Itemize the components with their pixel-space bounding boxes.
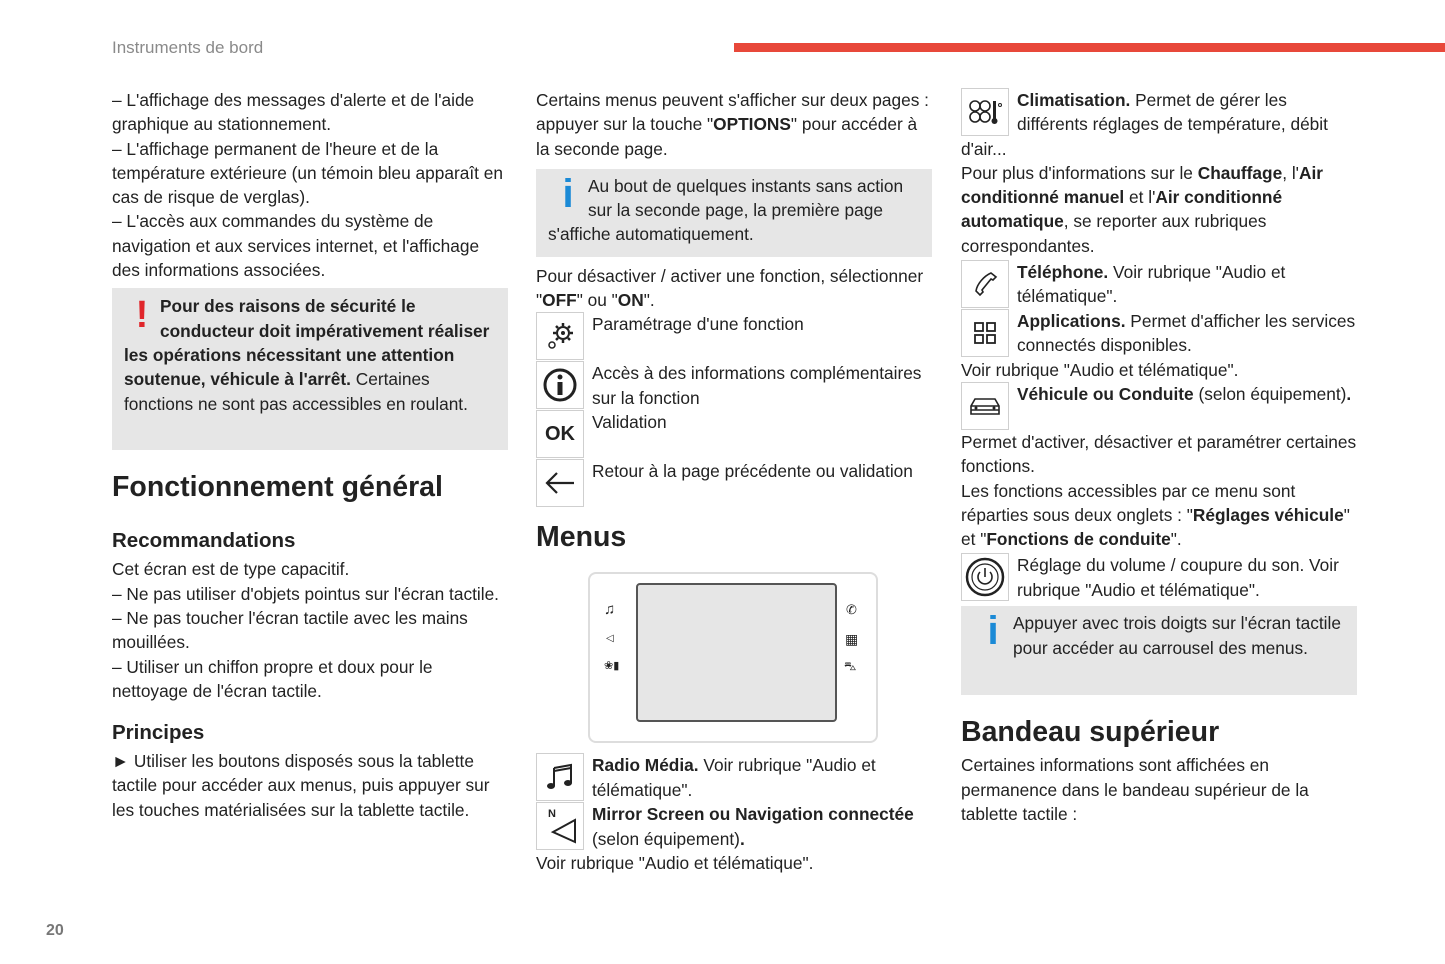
arrow-left-icon	[536, 459, 584, 507]
text-run: (selon équipement)	[592, 828, 740, 849]
paragraph	[112, 749, 508, 822]
menu-item-text	[961, 382, 1357, 406]
menu-item-vehicule	[961, 382, 1357, 551]
info-icon: i	[562, 171, 574, 216]
text-run: " pour accéder à la seconde page.	[536, 114, 918, 159]
text-run: Certaines informations sont affichées en permanence dans le bandeau supérieur de la tablette tactile :	[961, 755, 1309, 825]
function-row	[536, 312, 932, 361]
text-run: Pour plus d'informations sur le	[961, 162, 1198, 183]
warning-box	[112, 288, 508, 450]
music-note-icon	[536, 753, 584, 801]
paragraph	[961, 479, 1357, 552]
tablet-screen	[636, 583, 837, 722]
text-run: – L'affichage permanent de l'heure et de la température extérieure (un témoin bleu apparaît en cas de risque de verglas).	[112, 138, 503, 208]
music-note-icon: ♫	[604, 601, 616, 619]
text-run: Pour désactiver / activer une fonction, sélectionner "	[536, 265, 924, 311]
bold-text: Pour des raisons de sécurité le conducteur doit impérativement réaliser les opérations nécessitant une attention soutenue, véhicule à l'arrêt.	[124, 296, 490, 390]
function-label: Accès à des informations complémentaires sur la fonction	[592, 363, 922, 408]
menus-heading: Menus	[536, 521, 627, 554]
menu-item	[536, 802, 932, 851]
bold-text: Radio Média.	[592, 755, 699, 776]
subheading-principes: Principes	[112, 721, 205, 745]
telephone-icon: ✆	[846, 602, 857, 618]
text-run: ".	[643, 290, 655, 311]
bold-text: OFF	[542, 290, 577, 311]
section-accent-bar	[734, 43, 1445, 52]
bold-text: ON	[617, 290, 644, 311]
function-row	[536, 361, 932, 410]
text-run: Les fonctions accessibles par ce menu sont réparties sous deux onglets : "	[961, 480, 1296, 525]
text-run: Appuyer avec trois doigts sur l'écran tactile pour accéder au carrousel des menus.	[1013, 613, 1341, 658]
bold-text: Air conditionné automatique	[961, 187, 1283, 232]
paragraph	[112, 88, 508, 137]
function-label: Retour à la page précédente ou validation	[592, 461, 913, 482]
menu-item-volume	[961, 553, 1357, 603]
paragraph	[112, 209, 508, 282]
text-run: , se reporter aux rubriques correspondantes.	[961, 211, 1267, 256]
info-circle-icon	[536, 361, 584, 409]
text-run: – L'accès aux commandes du système de navigation et aux services internet, et l'affichage des informations associées.	[112, 211, 480, 281]
text-run: , l'	[1282, 162, 1299, 183]
warning-text	[124, 294, 496, 415]
bold-text: .	[739, 828, 745, 849]
text-run: Cet écran est de type capacitif.	[112, 559, 350, 580]
paragraph	[112, 582, 508, 606]
navigation-icon: ◁	[606, 633, 614, 645]
bandeau-heading: Bandeau supérieur	[961, 716, 1220, 749]
text-run: " ou "	[576, 290, 618, 311]
paragraph	[112, 557, 508, 581]
bold-text: Air conditionné manuel	[961, 162, 1323, 208]
text-run: " et "	[961, 504, 1350, 550]
text-run: Permet de gérer les différents réglages de température, débit d'air...	[961, 90, 1328, 159]
text-run: (selon équipement)	[1193, 383, 1347, 404]
text-run: – Utiliser un chiffon propre et doux pour le nettoyage de l'écran tactile.	[112, 656, 433, 701]
exclamation-icon: !	[135, 294, 149, 337]
text-run: – Ne pas utiliser d'objets pointus sur l'écran tactile.	[112, 583, 499, 604]
paragraph	[961, 358, 1357, 382]
ok-icon: OK	[536, 410, 584, 458]
text-run: Voir rubrique "Audio et télématique".	[592, 755, 876, 800]
info-icon: i	[987, 609, 999, 654]
menu-item-text	[536, 753, 932, 802]
paragraph	[112, 655, 508, 704]
info-text	[548, 171, 920, 247]
gear-settings-icon	[536, 312, 584, 360]
navigation-icon: N	[536, 802, 584, 850]
text-run: Certaines fonctions ne sont pas accessibles en roulant.	[124, 369, 468, 414]
text-run: Permet d'afficher les services connectés disponibles.	[1017, 311, 1356, 356]
column-2	[536, 88, 932, 876]
climate-icon: ❀▮	[604, 660, 620, 673]
text-run: Voir rubrique "Audio et télématique".	[961, 359, 1239, 380]
function-row	[536, 459, 932, 508]
bold-text: .	[1346, 383, 1352, 404]
info-box	[536, 169, 932, 257]
menu-item-text	[961, 88, 1357, 161]
text-run: – Ne pas toucher l'écran tactile avec les mains mouillées.	[112, 607, 468, 653]
menu-item-text	[961, 260, 1357, 309]
text-run: Voir rubrique "Audio et télématique".	[1017, 262, 1286, 307]
menu-item-applications	[961, 309, 1357, 382]
bold-text: OPTIONS	[713, 114, 791, 135]
text-run: Au bout de quelques instants sans action sur la seconde page, la première page s'affiche automatiquement.	[548, 175, 904, 245]
vehicle-icon	[961, 382, 1009, 430]
text-run: Réglage du volume / coupure du son. Voir rubrique "Audio et télématique".	[1017, 555, 1339, 600]
tablet-illustration	[588, 572, 878, 743]
text-run: – L'affichage des messages d'alerte et de l'aide graphique au stationnement.	[112, 90, 475, 135]
text-run: Permet d'activer, désactiver et paramétrer certaines fonctions.	[961, 431, 1357, 477]
function-row	[536, 410, 932, 459]
text-run: ► Utiliser les boutons disposés sous la tablette tactile pour accéder aux menus, puis appuyer sur les touches matérialisées sur la tablette tactile.	[112, 751, 490, 820]
menu-item-climatisation	[961, 88, 1357, 258]
bold-text: Véhicule ou Conduite	[1017, 383, 1194, 404]
bold-text: Applications.	[1017, 311, 1126, 332]
bold-text: Téléphone.	[1017, 262, 1109, 283]
text-run: Certains menus peuvent s'afficher sur deux pages : appuyer sur la touche "	[536, 90, 929, 135]
paragraph	[536, 88, 932, 161]
menu-item-text	[536, 802, 932, 851]
bold-text: Chauffage	[1197, 162, 1283, 183]
info-text	[973, 611, 1345, 660]
page-number: 20	[46, 922, 64, 939]
menu-item-text	[961, 309, 1357, 358]
subheading-recommandations: Recommandations	[112, 529, 296, 553]
paragraph	[961, 161, 1357, 258]
paragraph	[112, 606, 508, 655]
telephone-icon	[961, 260, 1009, 308]
applications-grid-icon	[961, 309, 1009, 357]
text-run: ".	[1170, 529, 1182, 550]
paragraph	[961, 753, 1357, 826]
text-run: et l'	[1124, 187, 1156, 208]
info-box	[961, 606, 1357, 695]
menu-item	[536, 753, 932, 802]
function-label: Validation	[592, 412, 667, 433]
bold-text: Réglages véhicule	[1192, 504, 1344, 525]
menu-item-text	[961, 553, 1357, 602]
section-title: Instruments de bord	[112, 38, 264, 57]
paragraph	[112, 137, 508, 210]
function-label: Paramétrage d'une fonction	[592, 314, 804, 335]
paragraph	[961, 430, 1357, 479]
vehicle-icon: ⛍	[844, 659, 857, 674]
power-volume-icon	[961, 553, 1009, 601]
climate-fan-thermometer-icon	[961, 88, 1009, 136]
bold-text: Climatisation.	[1017, 90, 1131, 110]
column-3	[961, 88, 1357, 826]
applications-grid-icon: ▦	[845, 631, 859, 648]
section-heading: Fonctionnement général	[112, 471, 443, 504]
bold-text: Mirror Screen ou Navigation connectée	[592, 804, 914, 825]
text-run: Voir rubrique "Audio et télématique".	[536, 853, 814, 874]
paragraph	[536, 264, 932, 313]
menu-item-telephone	[961, 260, 1357, 309]
bold-text: Fonctions de conduite	[986, 529, 1171, 550]
paragraph	[536, 851, 932, 875]
column-1	[112, 88, 508, 822]
